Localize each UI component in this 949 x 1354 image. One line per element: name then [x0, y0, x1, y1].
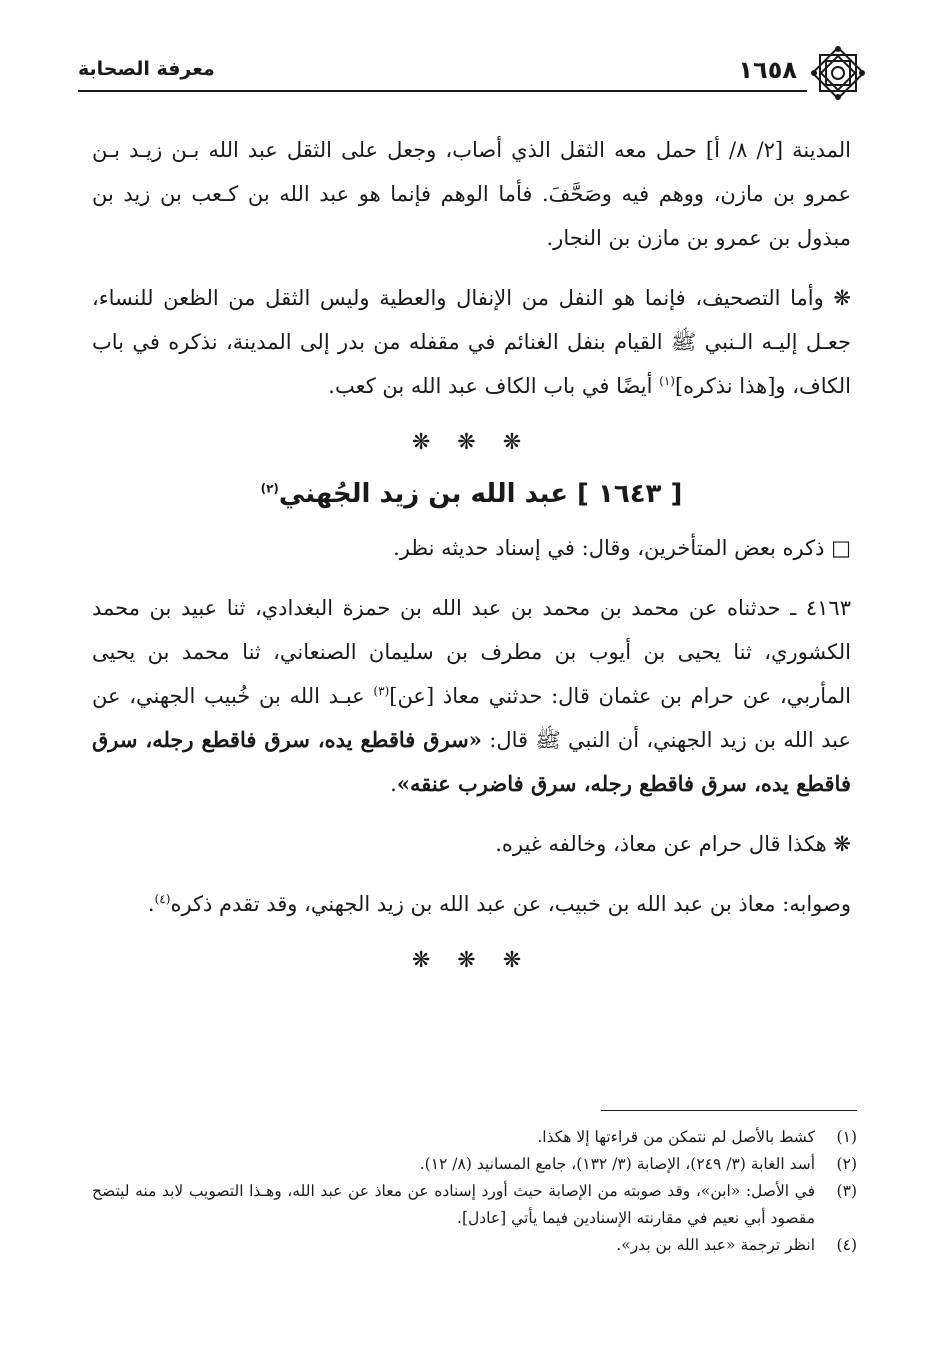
paragraph-1: المدينة [٢/ ٨/ أ] حمل معه الثقل الذي أصاب، وجعل على الثقل عبد الله بـن زيـد بـن عمرو بن مازن، ووهم فيه وصَحَّفَ. فأما الوهم فإنما هو عبد الله بن كـعب بن زيد بن مبذول بن عمرو بن مازن بن النجار.: [92, 138, 851, 250]
running-title: معرفة الصحابة: [78, 58, 215, 80]
hadith-isnad-cont: عبـد الله بن خُبيب الجهني، عن عبد الله بن زيد الجهني، أن النبي ﷺ قال:: [92, 684, 851, 752]
paragraph-3: □ ذكره بعض المتأخرين، وقال: في إسناد حديثه نظر.: [393, 536, 851, 560]
footnote-item: [92, 1124, 857, 1151]
star-ornament-icon: [807, 42, 869, 104]
paragraph-2-tail: أيضًا في باب الكاف عبد الله بن كعب.: [328, 374, 660, 398]
footnote-text: كشط بالأصل لم نتمكن من قراءتها إلا هكذا.: [537, 1128, 815, 1146]
page-number: ١٦٥٨: [738, 56, 797, 84]
footnote-rule: [601, 1110, 857, 1111]
footnote-number: (١): [836, 1128, 857, 1146]
hadith-matn: «سرق فاقطع يده، سرق فاقطع رجله، سرق فاقطع يده، سرق فاقطع رجله، سرق فاضرب عنقه»: [92, 727, 851, 796]
footnote-item: [92, 1232, 857, 1259]
footnote-ref-2: (٢): [260, 481, 279, 496]
page-header: [78, 46, 869, 96]
hadith-isnad: ٤١٦٣ ـ حدثناه عن محمد بن محمد بن عبد الله بن حمزة البغدادي، ثنا عبيد بن محمد الكشوري، ثنا يحيى بن أيوب بن مطرف بن سليمان الصنعاني، ثنا محمد بن يحيى المأربي، عن حرام بن عثمان قال: حدثني معاذ [عن]: [92, 596, 851, 708]
paragraph-2-text: ❋ وأما التصحيف، فإنما هو النفل من الإنفال والعطية وليس الثقل من الظعن للنساء، جعـل إليـه الـنبي ﷺ القيام بنفل الغنائم في مقفله من بدر إلى المدينة، نذكره في باب الكاف، و[هذا نذكره]: [92, 286, 851, 398]
hadith-paragraph: [92, 586, 851, 806]
footnote-ref-1: (١): [659, 374, 675, 388]
main-text: [92, 128, 851, 990]
paragraph-2: [92, 276, 851, 408]
footnote-item: [92, 1151, 857, 1178]
footnotes: [92, 1124, 857, 1259]
footnote-number: (٤): [836, 1236, 857, 1254]
footnote-text: أسد الغابة (٣/ ٢٤٩)، الإصابة (٣/ ١٣٢)، جامع المسانيد (٨/ ١٢).: [419, 1155, 815, 1173]
entry-heading-text: [ ١٦٤٣ ] عبد الله بن زيد الجُهني: [278, 479, 683, 509]
footnote-item: [92, 1178, 857, 1232]
paragraph-5: ❋ هكذا قال حرام عن معاذ، وخالفه غيره.: [495, 832, 851, 856]
footnote-ref-4: (٤): [154, 892, 171, 906]
header-rule: [78, 90, 807, 92]
footnote-text: انظر ترجمة «عبد الله بن بدر».: [616, 1236, 815, 1254]
paragraph-6: [92, 882, 851, 926]
footnote-text: في الأصل: «ابن»، وقد صوبته من الإصابة حيث أورد إسناده عن معاذ عن عبد الله، وهـذا التصويب لابد منه ليتضح مقصود أبي نعيم في مقارنته الإسنادين فيما يأتي [عادل].: [92, 1182, 815, 1227]
section-separator: ❋ ❋ ❋: [411, 430, 532, 455]
footnote-number: (٢): [836, 1155, 857, 1173]
end-separator: ❋ ❋ ❋: [411, 948, 532, 973]
footnote-ref-3: (٣): [373, 684, 390, 698]
hadith-end: .: [390, 772, 397, 796]
footnote-number: (٣): [836, 1182, 857, 1200]
paragraph-6-text: وصوابه: معاذ بن عبد الله بن خبيب، عن عبد الله بن زيد الجهني، وقد تقدم ذكره: [170, 892, 851, 916]
paragraph-6-end: .: [147, 892, 155, 916]
entry-heading: [92, 472, 851, 516]
